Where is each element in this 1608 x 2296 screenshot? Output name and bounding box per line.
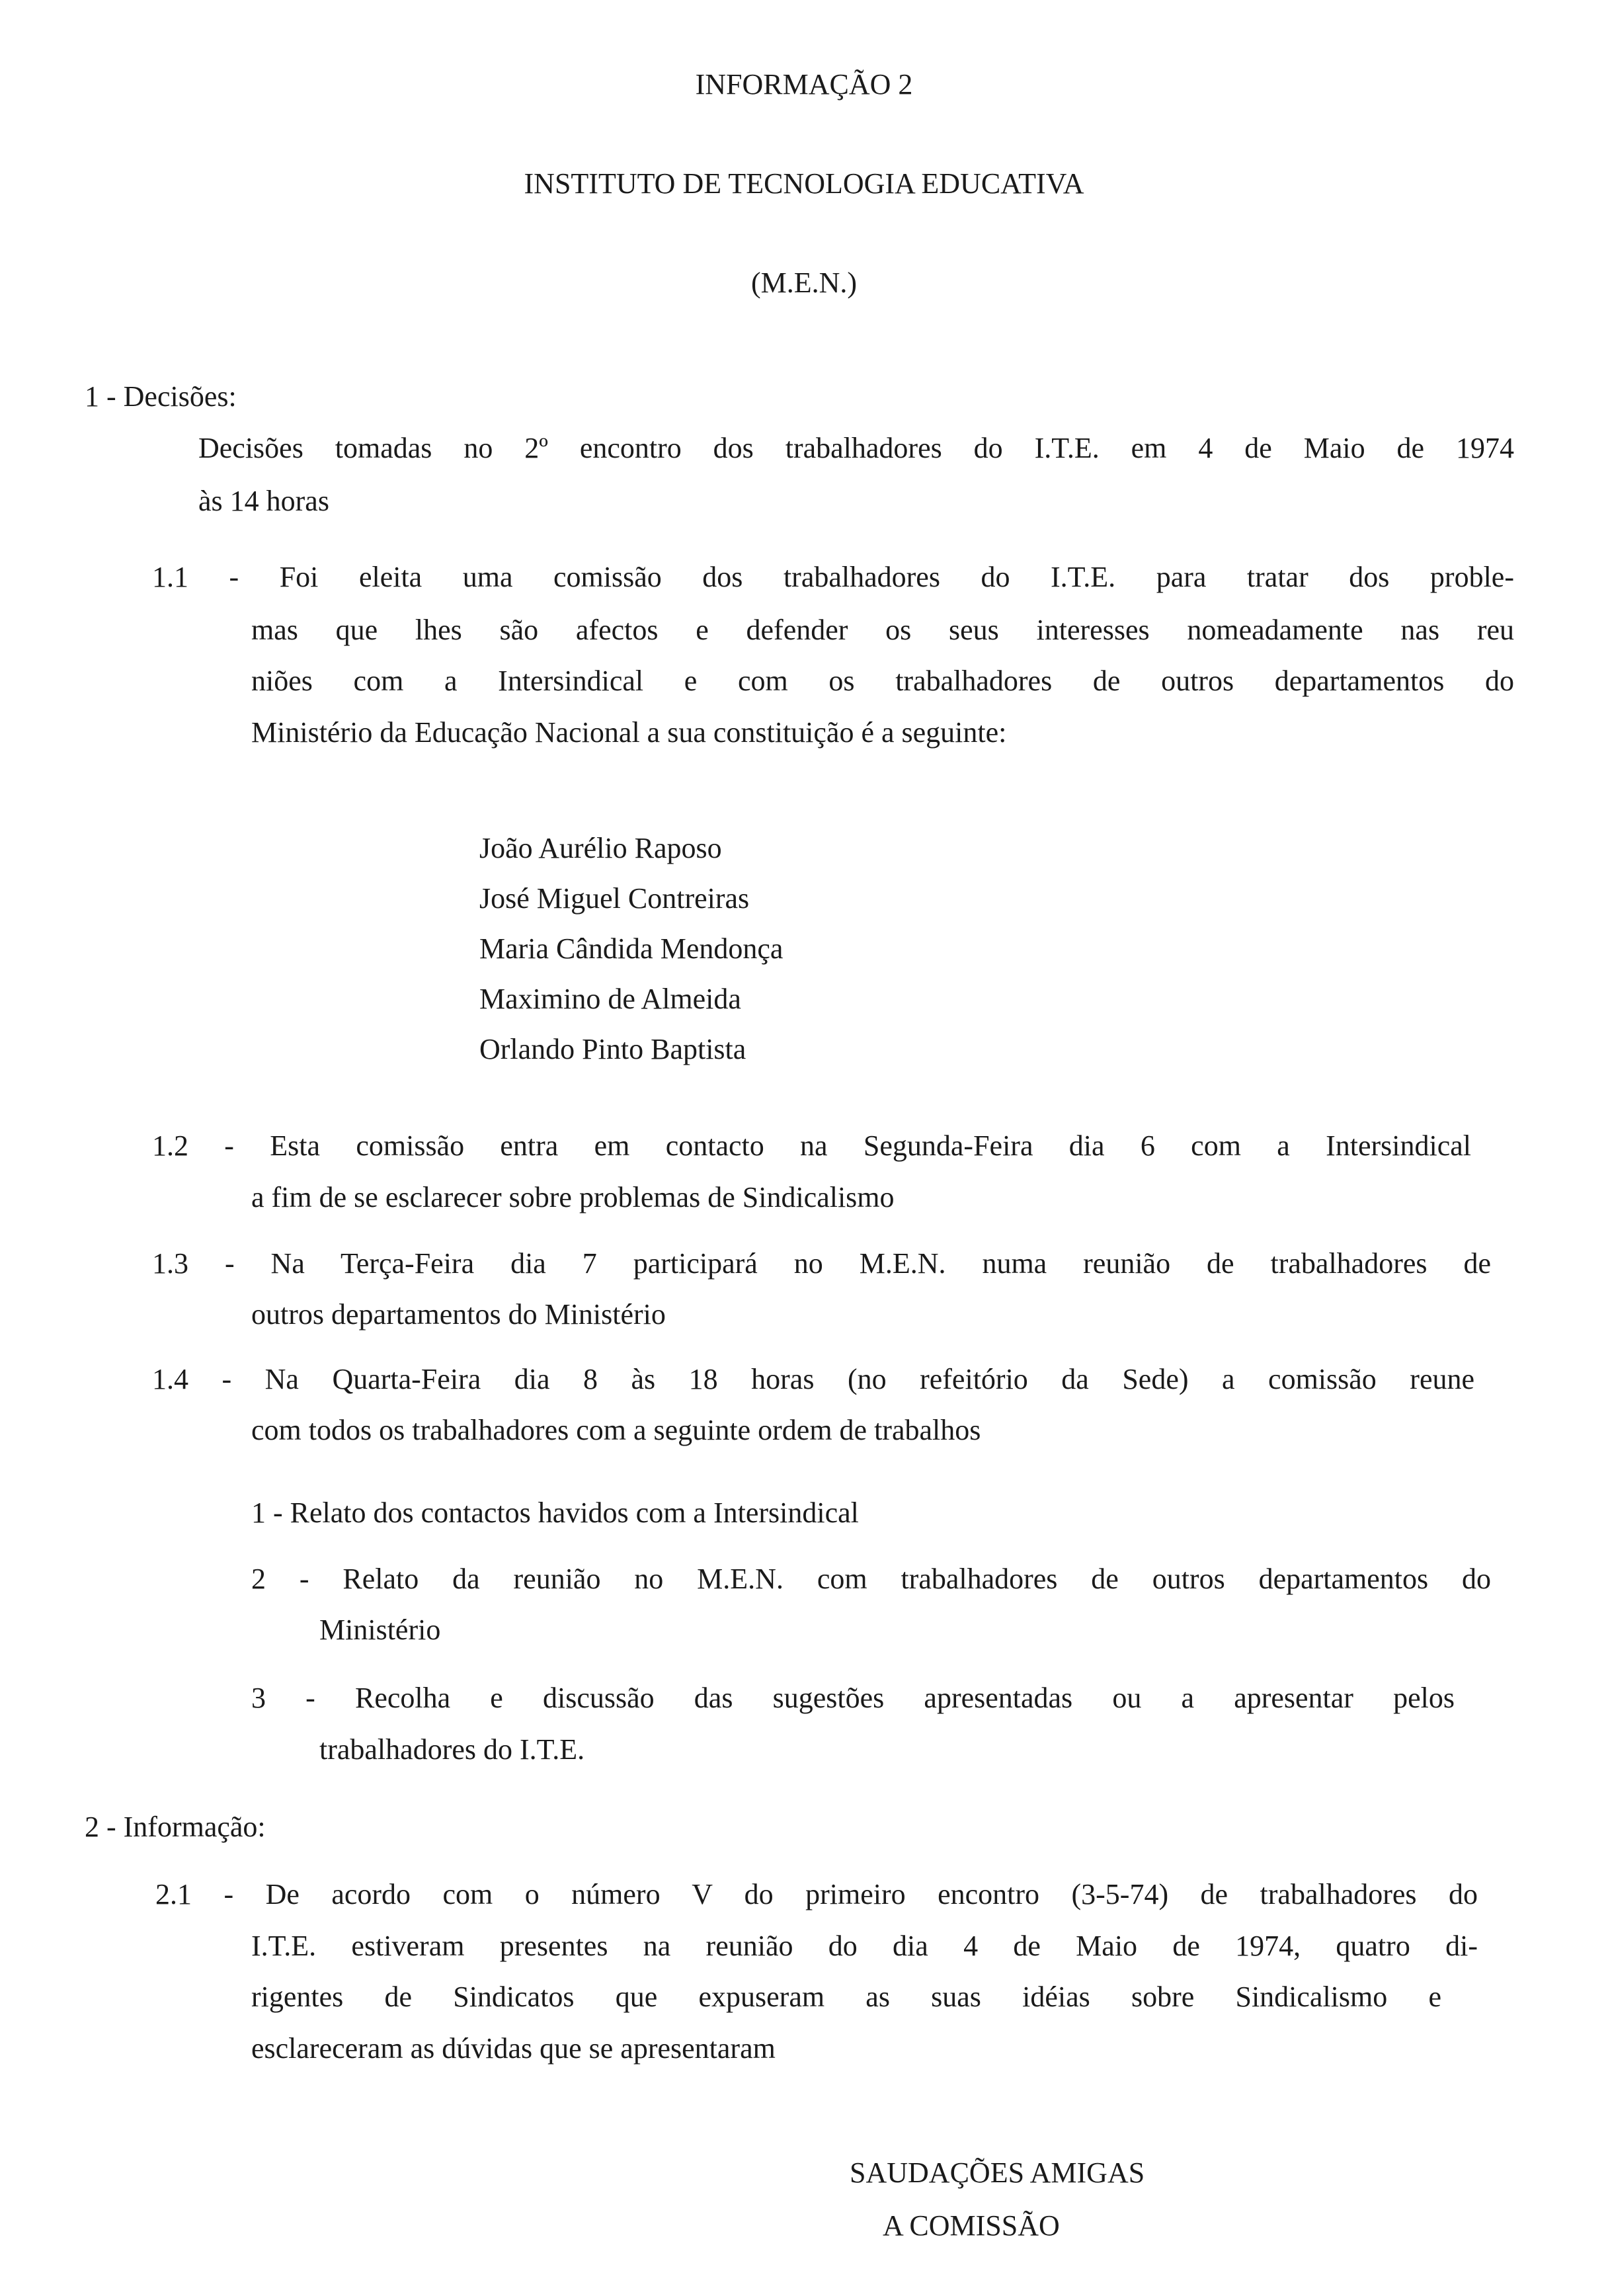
closing-signature: A COMISSÃO	[883, 2209, 1060, 2242]
section-intro-line: Decisões tomadas no 2º encontro dos trabalhadores do I.T.E. em 4 de Maio de 1974	[198, 432, 1514, 464]
item-2-1-line: I.T.E. estiveram presentes na reunião do dia 4 de Maio de 1974, quatro di-	[251, 1930, 1478, 1962]
item-1-2-line: 1.2 - Esta comissão entra em contacto na Segunda-Feira dia 6 com a Intersindical	[152, 1129, 1471, 1162]
item-1-1-line: mas que lhes são afectos e defender os seus interesses nomeadamente nas reu	[251, 614, 1514, 646]
institute-name: INSTITUTO DE TECNOLOGIA EDUCATIVA	[524, 167, 1084, 200]
item-1-1-line: 1.1 - Foi eleita uma comissão dos trabalhadores do I.T.E. para tratar dos proble-	[152, 561, 1514, 593]
item-1-1-line: niões com a Intersindical e com os trabalhadores de outros departamentos do	[251, 665, 1514, 697]
item-2-1-line: esclareceram as dúvidas que se apresentaram	[251, 2032, 776, 2065]
item-1-3-line: outros departamentos do Ministério	[251, 1298, 666, 1331]
agenda-item: 3 - Recolha e discussão das sugestões apresentadas ou a apresentar pelos	[251, 1682, 1455, 1714]
document-title: INFORMAÇÃO 2	[695, 68, 913, 101]
agenda-item-continuation: trabalhadores do I.T.E.	[319, 1733, 585, 1766]
closing-greeting: SAUDAÇÕES AMIGAS	[850, 2156, 1145, 2189]
agenda-item: 1 - Relato dos contactos havidos com a Intersindical	[251, 1496, 859, 1529]
item-1-2-line: a fim de se esclarecer sobre problemas de Sindicalismo	[251, 1181, 895, 1213]
item-2-1-line: rigentes de Sindicatos que expuseram as suas idéias sobre Sindicalismo e	[251, 1981, 1441, 2013]
ministry-abbreviation: (M.E.N.)	[750, 266, 858, 299]
section-heading-information: 2 - Informação:	[85, 1811, 266, 1843]
item-1-4-line: 1.4 - Na Quarta-Feira dia 8 às 18 horas (no refeitório da Sede) a comissão reune	[152, 1363, 1474, 1395]
committee-member: Maximino de Almeida	[479, 983, 741, 1015]
section-intro-line: às 14 horas	[198, 485, 329, 517]
agenda-item: 2 - Relato da reunião no M.E.N. com trabalhadores de outros departamentos do	[251, 1563, 1491, 1595]
item-1-1-line: Ministério da Educação Nacional a sua constituição é a seguinte:	[251, 716, 1007, 749]
item-2-1-line: 2.1 - De acordo com o número V do primeiro encontro (3-5-74) de trabalhadores do	[155, 1878, 1478, 1910]
committee-member: Orlando Pinto Baptista	[479, 1033, 746, 1065]
section-heading-decisions: 1 - Decisões:	[85, 380, 237, 413]
committee-member: Maria Cândida Mendonça	[479, 932, 784, 965]
item-1-3-line: 1.3 - Na Terça-Feira dia 7 participará no M.E.N. numa reunião de trabalhadores de	[152, 1247, 1491, 1280]
committee-member: João Aurélio Raposo	[479, 832, 722, 864]
agenda-item-continuation: Ministério	[319, 1614, 441, 1646]
committee-member: José Miguel Contreiras	[479, 882, 750, 915]
item-1-4-line: com todos os trabalhadores com a seguinte ordem de trabalhos	[251, 1414, 981, 1446]
